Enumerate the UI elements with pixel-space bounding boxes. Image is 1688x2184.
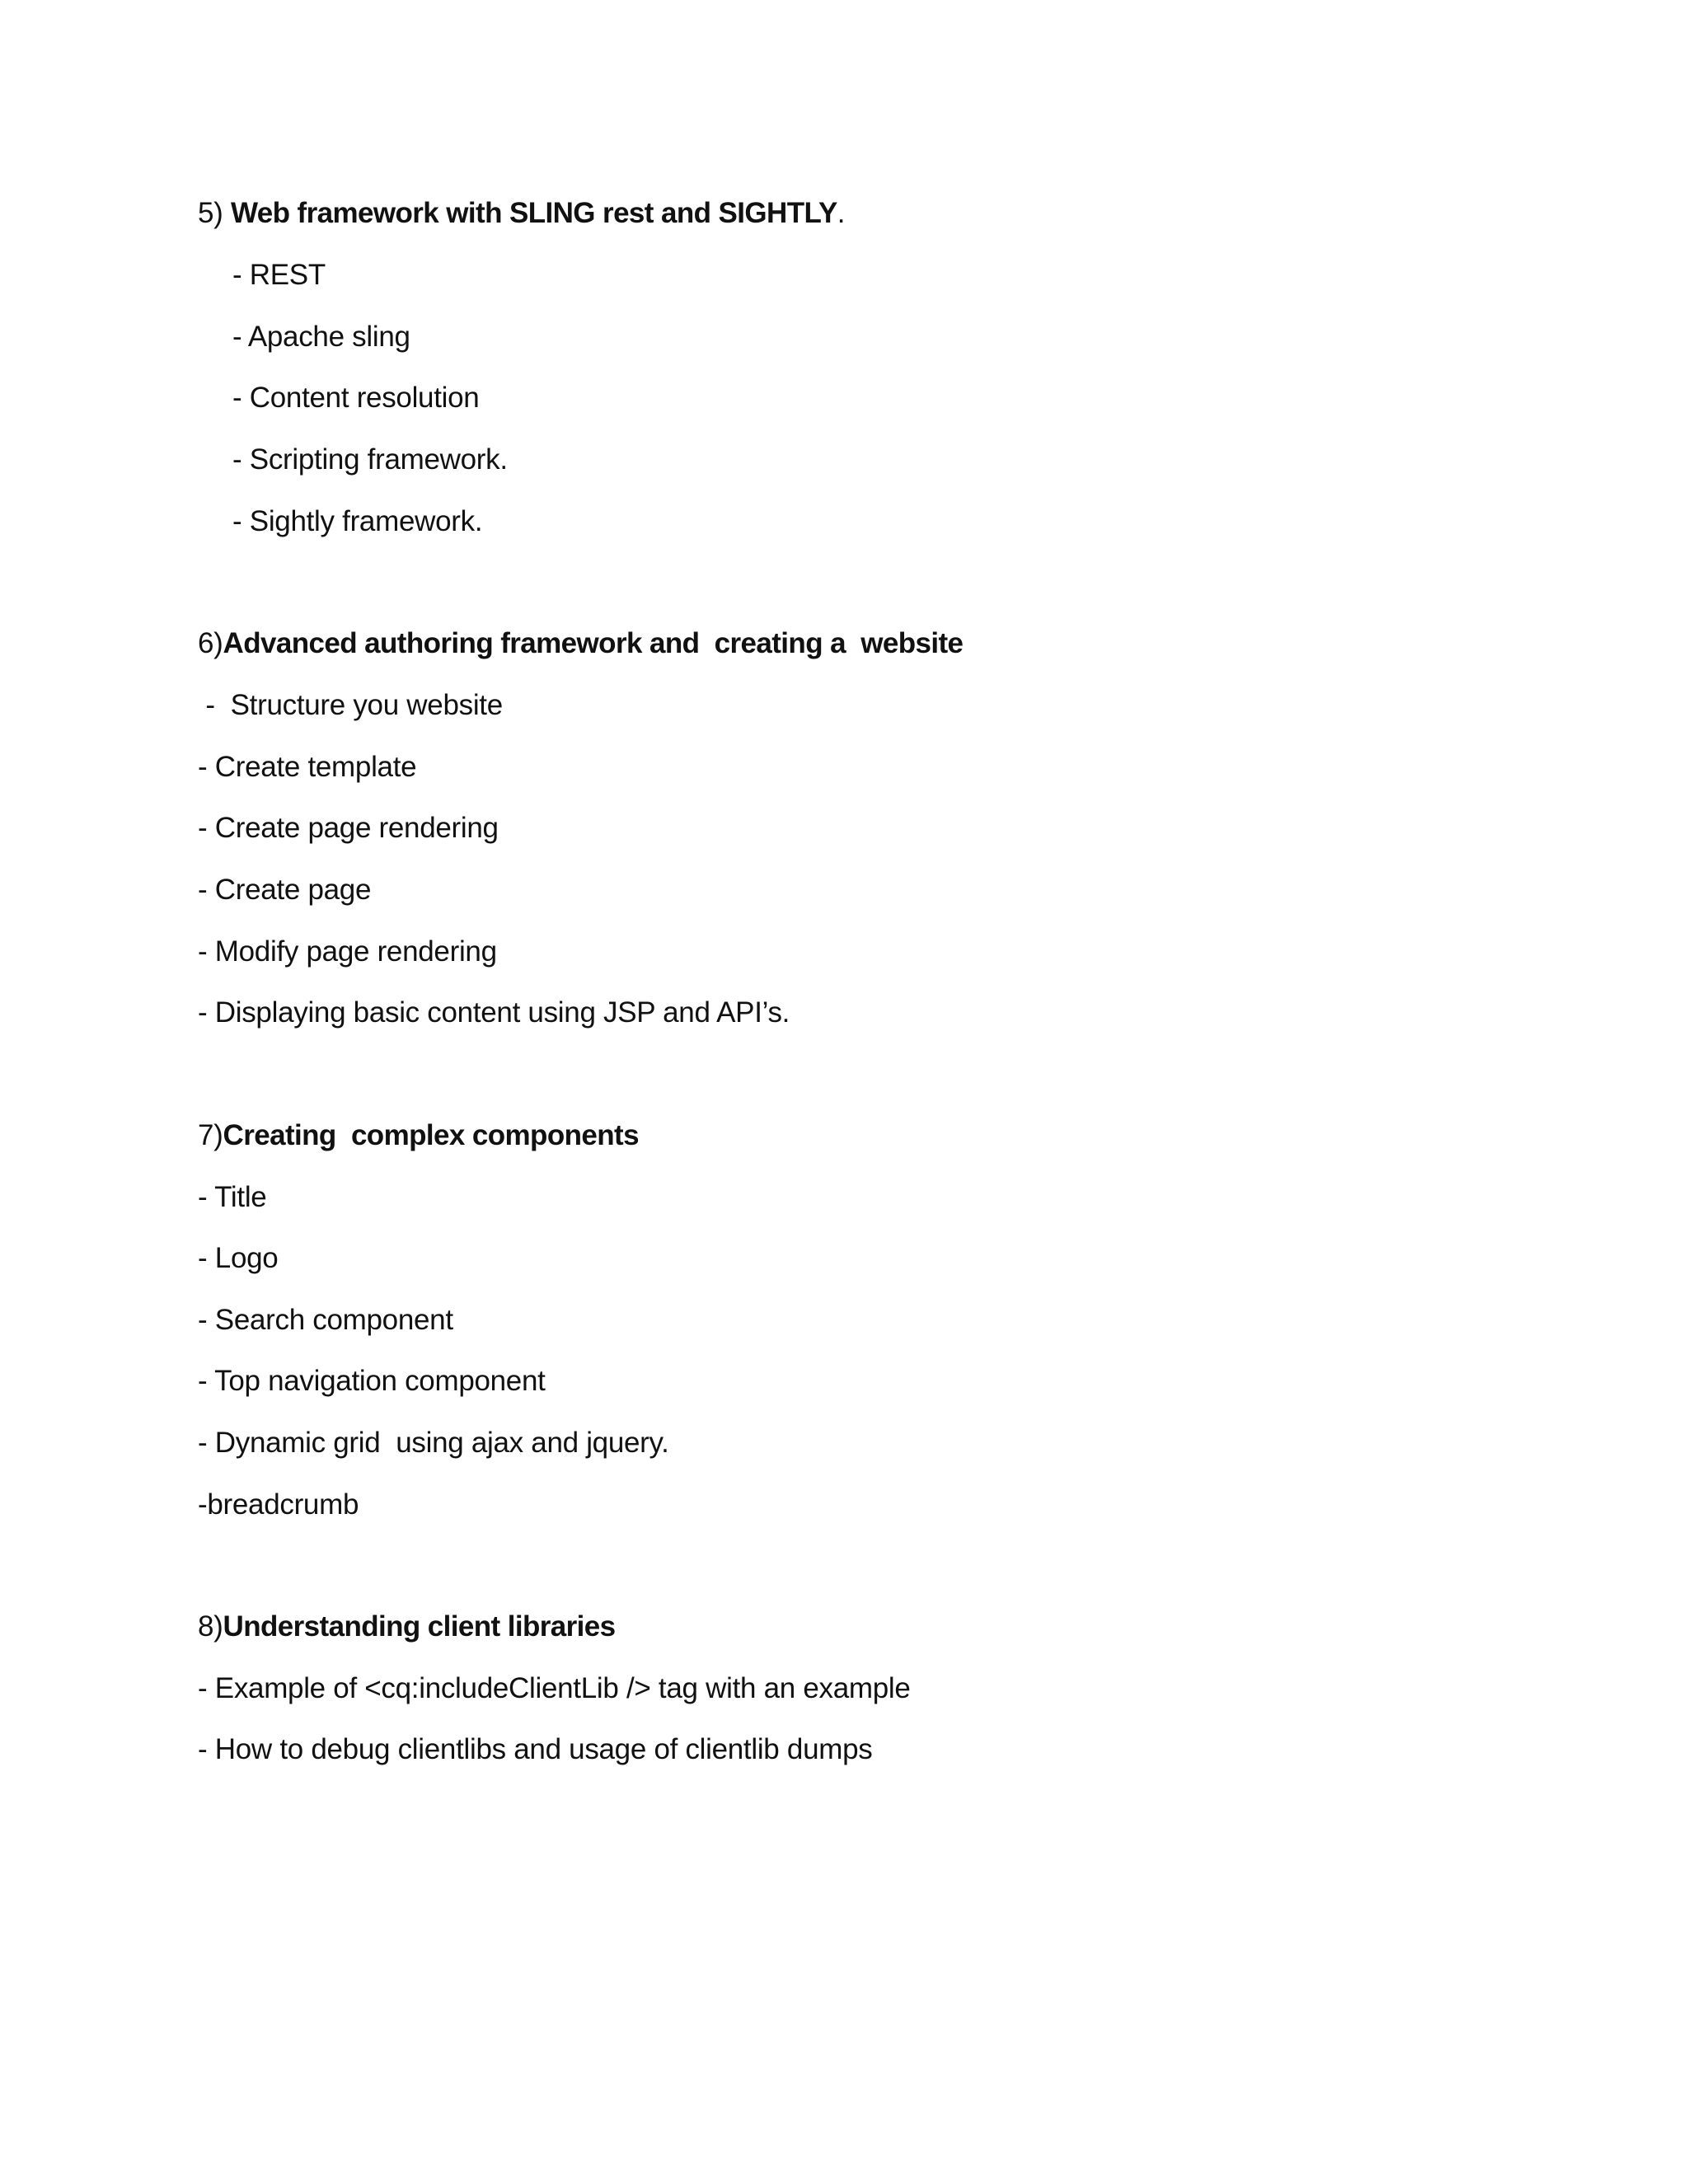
section-6-number: 6): [198, 627, 223, 659]
list-item: - Create template: [198, 751, 417, 783]
list-item: - Structure you website: [198, 689, 503, 721]
section-5-suffix: .: [837, 197, 846, 229]
list-item: - Scripting framework.: [232, 443, 508, 476]
list-item: - Sightly framework.: [232, 505, 483, 537]
list-item: - Content resolution: [232, 382, 480, 414]
list-item: - Logo: [198, 1242, 279, 1274]
list-item: -breadcrumb: [198, 1488, 359, 1521]
list-item: - Title: [198, 1181, 267, 1213]
section-5-title: Web framework with SLING rest and SIGHTLY: [230, 197, 837, 229]
list-item: - Dynamic grid using ajax and jquery.: [198, 1427, 669, 1459]
section-5-number: 5): [198, 197, 231, 229]
section-5-heading: [198, 195, 845, 232]
list-item: - Modify page rendering: [198, 935, 497, 968]
section-7-title: Creating complex components: [223, 1119, 639, 1151]
section-8-number: 8): [198, 1610, 223, 1643]
section-8-heading: [198, 1609, 616, 1645]
section-8-title: Understanding client libraries: [223, 1610, 616, 1643]
list-item: - Create page: [198, 874, 372, 906]
section-6-heading: [198, 626, 963, 662]
list-item: - How to debug clientlibs and usage of clientlib dumps: [198, 1733, 873, 1765]
list-item: - Apache sling: [232, 321, 410, 353]
list-item: - Example of <cq:includeClientLib /> tag with an example: [198, 1672, 911, 1704]
list-item: - REST: [232, 259, 326, 291]
list-item: - Create page rendering: [198, 812, 499, 844]
section-7-number: 7): [198, 1119, 223, 1151]
list-item: - Search component: [198, 1304, 453, 1336]
list-item: - Displaying basic content using JSP and API’s.: [198, 996, 790, 1029]
list-item: - Top navigation component: [198, 1365, 546, 1397]
section-7-heading: [198, 1118, 639, 1154]
section-6-title: Advanced authoring framework and creating a website: [223, 627, 964, 659]
